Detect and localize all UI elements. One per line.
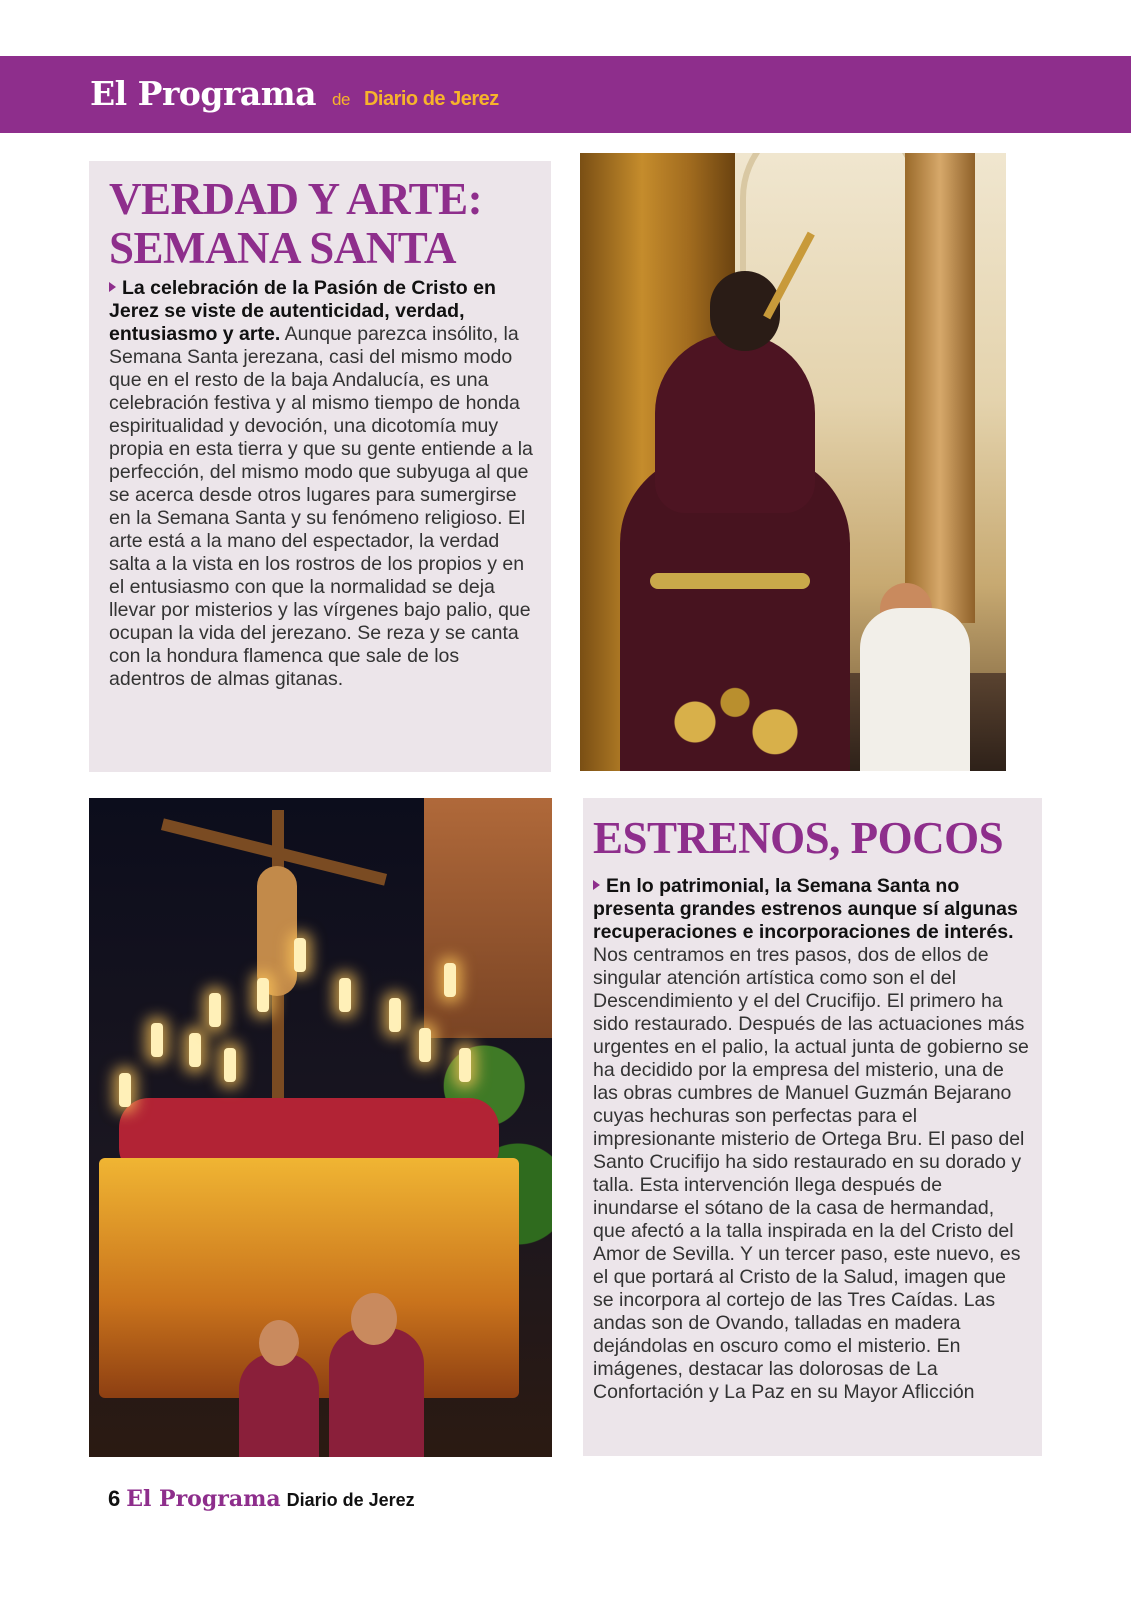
article-text: Aunque parezca insólito, la Semana Santa jerezana, casi del mismo modo que en el resto de la baja Andalucía, es una celebración festiva y al mismo tiempo de honda espiritualidad y devoción, una dicotomía muy propia en esta tierra y que su gente entiende a la perfección, del mismo modo que subyuga al que se acerca desde otros lugares para sumergirse en la Semana Santa y su fenómeno religioso. El arte está a la mano del espectador, la verdad salta a la vista en los rostros de los propios y en el entusiasmo con que la normalidad se deja llevar por misterios y las vírgenes bajo palio, que ocupan la vida del jerezano. Se reza y se canta con la hondura flamenca que sale de los adentros de almas gitanas. [109, 323, 533, 690]
footer-brand: Diario de Jerez [286, 1490, 415, 1510]
footer-title: El Programa [126, 1486, 281, 1512]
gold-embroidery [635, 673, 835, 771]
photo-cathedral-procession [580, 153, 1006, 771]
devotee [860, 608, 970, 771]
candle [339, 978, 351, 1012]
article-lead: La celebración de la Pasión de Cristo en Jerez se viste de autenticidad, verdad, entusiasmo y arte. [109, 277, 496, 345]
candle [151, 1023, 163, 1057]
nazareno-shoulders [655, 333, 815, 513]
candle [444, 963, 456, 997]
bullet-triangle-icon [109, 282, 116, 292]
candle [419, 1028, 431, 1062]
masthead [90, 74, 499, 113]
candle [257, 978, 269, 1012]
candle [294, 938, 306, 972]
candle [459, 1048, 471, 1082]
golden-cord [650, 573, 810, 589]
nazareno-face [259, 1320, 299, 1366]
article-headline: VERDAD Y ARTE: SEMANA SANTA [109, 174, 483, 273]
masthead-de: de [332, 90, 350, 109]
candle [119, 1073, 131, 1107]
article-body [109, 277, 539, 691]
article-estrenos-pocos [583, 798, 1042, 1456]
page-footer [108, 1486, 415, 1512]
candle [224, 1048, 236, 1082]
golden-float [99, 1158, 519, 1398]
article-lead: En lo patrimonial, la Semana Santa no presenta grandes estrenos aunque sí algunas recuperaciones e incorporaciones de interés. [593, 875, 1018, 943]
candle [389, 998, 401, 1032]
nazareno-person [239, 1353, 319, 1457]
masthead-title: El Programa [90, 74, 317, 113]
header-bar [0, 56, 1131, 133]
nazareno-face [351, 1293, 397, 1345]
bullet-triangle-icon [593, 880, 600, 890]
article-verdad-y-arte [89, 161, 551, 772]
nazareno-person [329, 1328, 424, 1457]
page-number: 6 [108, 1486, 121, 1511]
pillar-right [905, 153, 975, 623]
article-headline: ESTRENOS, POCOS [593, 813, 1004, 863]
photo-night-paso [89, 798, 552, 1457]
candle [189, 1033, 201, 1067]
candle [209, 993, 221, 1027]
crucified-christ [257, 866, 297, 996]
article-body [593, 875, 1030, 1404]
masthead-brand: Diario de Jerez [363, 88, 499, 110]
article-text: Nos centramos en tres pasos, dos de ellos de singular atención artística como son el del Descendimiento y el del Crucifijo. El primero ha sido restaurado. Después de las actuaciones más urgentes en el palio, la actual junta de gobierno se ha decidido por la empresa del misterio, una de las obras cumbres de Manuel Guzmán Bejarano cuyas hechuras son perfectas para el impresionante misterio de Ortega Bru. El paso del Santo Crucifijo ha sido restaurado en su dorado y talla. Esta intervención llega después de inundarse el sótano de la casa de hermandad, que afectó a la talla inspirada en la del Cristo del Amor de Sevilla. Y un tercer paso, este nuevo, es el que portará al Cristo de la Salud, imagen que se incorpora al cortejo de las Tres Caídas. Las andas son de Ovando, talladas en madera dejándolas en oscuro como el misterio. En imágenes, destacar las dolorosas de La Confortación y La Paz en su Mayor Aflicción [593, 944, 1029, 1403]
